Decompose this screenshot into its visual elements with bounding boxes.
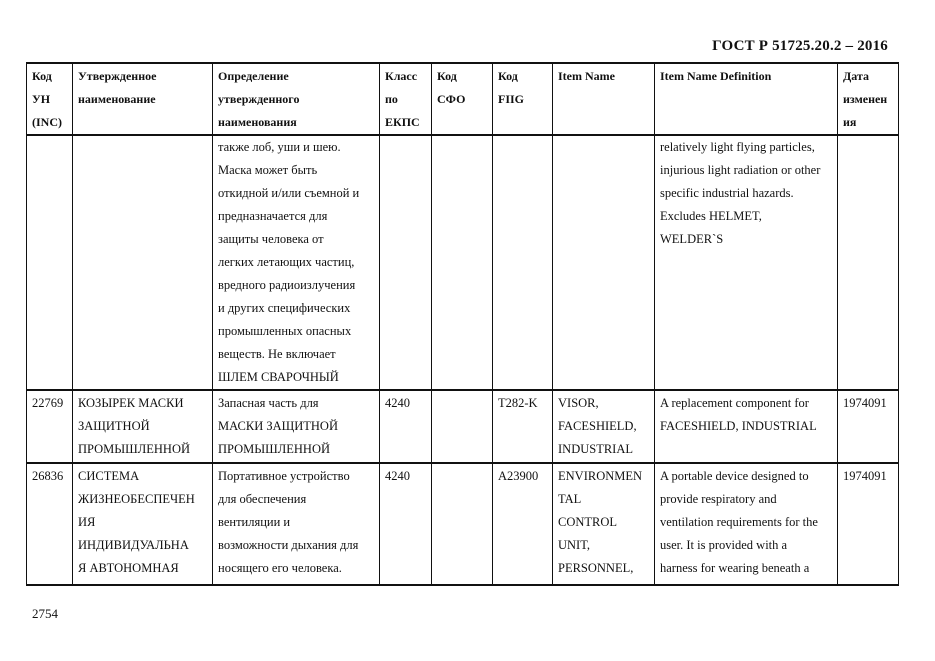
cell-class — [380, 463, 432, 585]
cell-text-line: для обеспечения — [218, 492, 307, 506]
cell-text-line: ЗАЩИТНОЙ — [78, 419, 150, 433]
header-approved-name — [73, 63, 213, 135]
cell-date — [838, 135, 899, 390]
cell-text-line: provide respiratory and — [660, 492, 777, 506]
cell-text-line: Item Name — [558, 69, 615, 83]
cell-definition — [213, 135, 380, 390]
cell-name — [73, 390, 213, 463]
cell-text-line: Определение — [218, 69, 289, 83]
cell-text-line: также лоб, уши и шею. — [218, 140, 341, 154]
cell-text-line: защиты человека от — [218, 232, 324, 246]
cell-text-line: (INC) — [32, 115, 62, 129]
cell-text-line: Код — [437, 69, 457, 83]
cell-fiig — [493, 390, 553, 463]
cell-text-line: ventilation requirements for the — [660, 515, 818, 529]
cell-text-line: Item Name Definition — [660, 69, 772, 83]
cell-item-name — [553, 390, 655, 463]
cell-fiig — [493, 135, 553, 390]
header-sfo — [432, 63, 493, 135]
cell-text-line: A23900 — [498, 469, 539, 483]
cell-text-line: ПРОМЫШЛЕННОЙ — [78, 442, 191, 456]
cell-class — [380, 390, 432, 463]
cell-text-line: A portable device designed to — [660, 469, 809, 483]
cell-text-line: изменен — [843, 92, 888, 106]
cell-name — [73, 463, 213, 585]
cell-name — [73, 135, 213, 390]
cell-text-line: user. It is provided with a — [660, 538, 788, 552]
cell-text-line: specific industrial hazards. — [660, 186, 794, 200]
cell-text-line: INDUSTRIAL — [558, 442, 633, 456]
cell-text-line: A replacement component for — [660, 396, 809, 410]
cell-text-line: PERSONNEL, — [558, 561, 634, 575]
cell-text-line: injurious light radiation or other — [660, 163, 821, 177]
cell-text-line: TAL — [558, 492, 582, 506]
cell-class — [380, 135, 432, 390]
table-row — [27, 390, 899, 463]
cell-item-definition — [655, 463, 838, 585]
cell-text-line: relatively light flying particles, — [660, 140, 815, 154]
header-item-definition — [655, 63, 838, 135]
cell-text-line: FACESHIELD, — [558, 419, 637, 433]
cell-sfo — [432, 463, 493, 585]
cell-fiig — [493, 463, 553, 585]
cell-text-line: 26836 — [32, 469, 64, 483]
cell-sfo — [432, 390, 493, 463]
cell-item-definition — [655, 135, 838, 390]
cell-text-line: FACESHIELD, INDUSTRIAL — [660, 419, 817, 433]
cell-date — [838, 463, 899, 585]
cell-text-line: ENVIRONMEN — [558, 469, 643, 483]
cell-text-line: ИНДИВИДУАЛЬНА — [78, 538, 189, 552]
table-row — [27, 135, 899, 390]
cell-sfo — [432, 135, 493, 390]
cell-item-name — [553, 135, 655, 390]
cell-text-line: Запасная часть для — [218, 396, 319, 410]
cell-text-line: Дата — [843, 69, 869, 83]
cell-text-line: 22769 — [32, 396, 64, 410]
header-fiig — [493, 63, 553, 135]
cell-text-line: Класс — [385, 69, 418, 83]
cell-text-line: откидной и/или съемной и — [218, 186, 360, 200]
header-definition — [213, 63, 380, 135]
cell-text-line: Код — [32, 69, 52, 83]
header-class — [380, 63, 432, 135]
cell-text-line: КОЗЫРЕК МАСКИ — [78, 396, 184, 410]
table-row — [27, 463, 899, 585]
cell-inc — [27, 463, 73, 585]
cell-text-line: Маска может быть — [218, 163, 318, 177]
cell-text-line: и других специфических — [218, 301, 351, 315]
header-date — [838, 63, 899, 135]
cell-text-line: вредного радиоизлучения — [218, 278, 356, 292]
cell-definition — [213, 463, 380, 585]
cell-text-line: Код — [498, 69, 518, 83]
items-table — [26, 62, 899, 586]
cell-definition — [213, 390, 380, 463]
cell-date — [838, 390, 899, 463]
cell-text-line: Excludes HELMET, — [660, 209, 762, 223]
cell-item-definition — [655, 390, 838, 463]
cell-text-line: возможности дыхания для — [218, 538, 359, 552]
cell-inc — [27, 390, 73, 463]
cell-text-line: Портативное устройство — [218, 469, 350, 483]
cell-text-line: ЖИЗНЕОБЕСПЕЧЕН — [78, 492, 195, 506]
cell-text-line: FIIG — [498, 92, 525, 106]
page-number: 2754 — [32, 606, 58, 621]
cell-text-line: 1974091 — [843, 469, 887, 483]
cell-text-line: 4240 — [385, 396, 410, 410]
cell-text-line: Я АВТОНОМНАЯ — [78, 561, 179, 575]
cell-text-line: наименования — [218, 115, 297, 129]
cell-text-line: T282-K — [498, 396, 538, 410]
cell-inc — [27, 135, 73, 390]
header-item-name — [553, 63, 655, 135]
cell-text-line: СИСТЕМА — [78, 469, 140, 483]
cell-text-line: ПРОМЫШЛЕННОЙ — [218, 442, 331, 456]
cell-text-line: UNIT, — [558, 538, 591, 552]
cell-text-line: промышленных опасных — [218, 324, 352, 338]
cell-text-line: ЕКПС — [385, 115, 420, 129]
cell-text-line: веществ. Не включает — [218, 347, 336, 361]
cell-text-line: легких летающих частиц, — [218, 255, 355, 269]
cell-text-line: СФО — [437, 92, 466, 106]
cell-text-line: по — [385, 92, 398, 106]
cell-text-line: утвержденного — [218, 92, 300, 106]
cell-text-line: вентиляции и — [218, 515, 291, 529]
cell-text-line: 4240 — [385, 469, 410, 483]
cell-text-line: наименование — [78, 92, 156, 106]
table-header-row — [27, 63, 899, 135]
standard-title: ГОСТ Р 51725.20.2 – 2016 — [712, 38, 888, 54]
cell-text-line: ия — [843, 115, 857, 129]
cell-text-line: harness for wearing beneath a — [660, 561, 810, 575]
cell-text-line: WELDER`S — [660, 232, 724, 246]
cell-text-line: носящего его человека. — [218, 561, 342, 575]
cell-text-line: 1974091 — [843, 396, 887, 410]
cell-text-line: ИЯ — [78, 515, 96, 529]
cell-text-line: МАСКИ ЗАЩИТНОЙ — [218, 419, 338, 433]
cell-text-line: предназначается для — [218, 209, 328, 223]
cell-text-line: ШЛЕМ СВАРОЧНЫЙ — [218, 370, 339, 384]
cell-text-line: УН — [32, 92, 51, 106]
cell-text-line: Утвержденное — [78, 69, 157, 83]
cell-text-line: VISOR, — [558, 396, 599, 410]
cell-item-name — [553, 463, 655, 585]
cell-text-line: CONTROL — [558, 515, 618, 529]
header-inc — [27, 63, 73, 135]
